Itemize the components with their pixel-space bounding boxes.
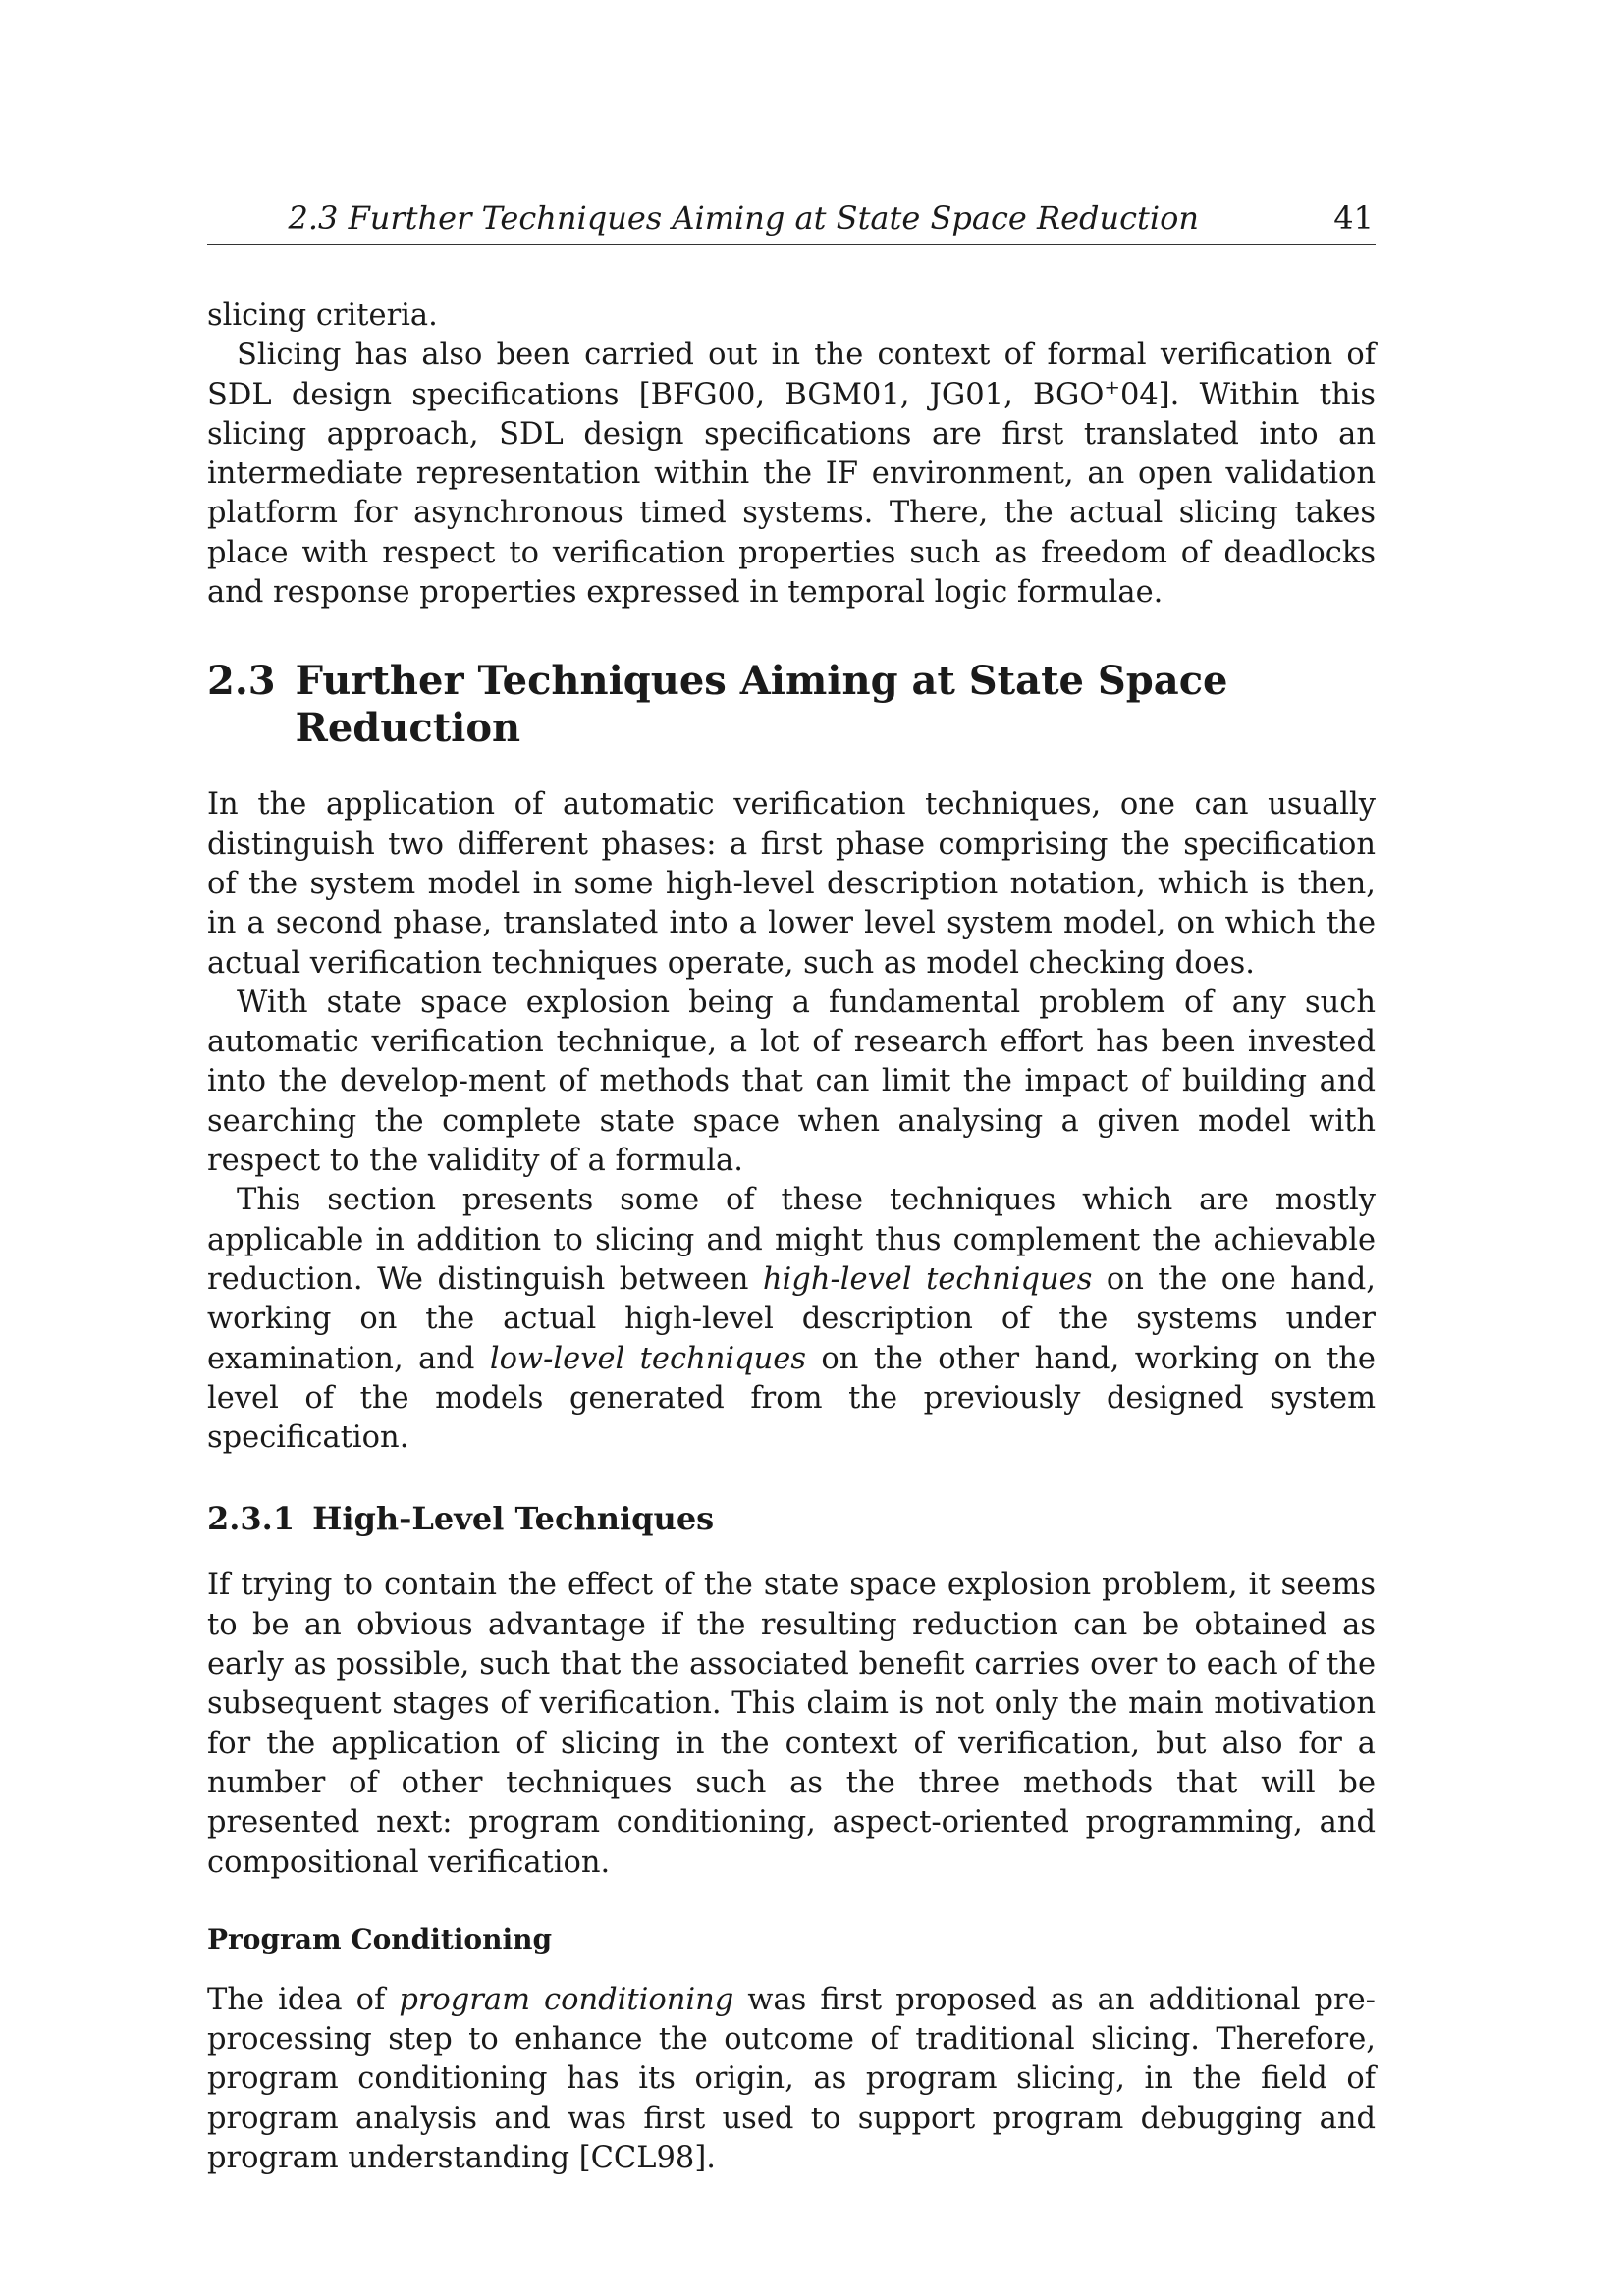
emphasis-program-conditioning: program conditioning [399, 1982, 734, 2017]
paragraph-sdl-slicing [207, 336, 1376, 613]
subsection-number: 2.3.1 [207, 1500, 296, 1538]
paragraph-heading: Program Conditioning [207, 1922, 553, 1955]
paragraph-text: With state space explosion being a fundamental problem of any such automatic verification technique, a lot of research effort has been invested into the develop-ment of methods that can limit the impact of building and searching the complete state space when analysing a given model with respect to the validity of a formula. [207, 985, 1376, 1179]
paragraph-text: 04]. Within this slicing approach, SDL design specifications are first translated into an intermediate representation within the IF environment, an open validation platform for asynchronous timed systems. There, the actual slicing takes place with respect to verification properties such as freedom of deadlocks and response properties expressed in temporal logic formulae. [207, 377, 1376, 611]
paragraph-text: In the application of automatic verification techniques, one can usually distinguish two different phases: a first phase comprising the specification of the system model in some high-level description notation, which is then, in a second phase, translated into a lower level system model, on which the actual verification techniques operate, such as model checking does. [207, 787, 1376, 981]
paragraph-text: The idea of [207, 1982, 400, 2017]
running-title: 2.3 Further Techniques Aiming at State Space Reduction [288, 199, 1199, 237]
page-number: 41 [1333, 199, 1374, 237]
paragraph-state-space-explosion [207, 984, 1376, 1181]
emphasis-low-level: low-level techniques [489, 1341, 806, 1376]
section-number: 2.3 [207, 658, 276, 705]
paragraph-text: on the other hand, working on the level of the models generated from the previously designed system specification. [207, 1341, 1376, 1456]
paragraph-text: was first proposed as an additional pre-processing step to enhance the outcome of traditional slicing. Therefore, program conditioning has its origin, as program slicing, in the field of program analysis and was first used to support program debugging and program understanding [CCL98]. [207, 1982, 1376, 2175]
paragraph-high-level-techniques [207, 1566, 1376, 1882]
subsection-title: High-Level Techniques [312, 1500, 715, 1538]
paragraph-verification-phases [207, 785, 1376, 983]
paragraph-text: slicing criteria. [207, 298, 438, 333]
citation-superscript: + [1104, 375, 1120, 399]
running-header [207, 191, 1376, 245]
emphasis-high-level: high-level techniques [762, 1261, 1093, 1297]
paragraph-continuation [207, 296, 1376, 336]
subsection-heading [207, 1499, 1376, 1538]
page [207, 191, 1376, 2178]
section-heading [207, 658, 1376, 752]
paragraph-text: Slicing has also been carried out in the context of formal verification of SDL design specifications [BFG00, BGM01, JG01, BGO [207, 338, 1376, 412]
paragraph-section-overview [207, 1181, 1376, 1458]
paragraph-text: on the one hand, working on the actual high-level description of the systems under examination, and [207, 1261, 1376, 1376]
section-title: Further Techniques Aiming at State Space Reduction [295, 658, 1228, 752]
paragraph-text: This section presents some of these techniques which are mostly applicable in addition to slicing and might thus complement the achievable reduction. We distinguish between [207, 1183, 1376, 1297]
paragraph-program-conditioning [207, 1981, 1376, 2178]
paragraph-text: If trying to contain the effect of the state space explosion problem, it seems to be an obvious advantage if the resulting reduction can be obtained as early as possible, such that the associated benefit carries over to each of the subsequent stages of verification. This claim is not only the main motivation for the application of slicing in the context of verification, but also for a number of other techniques such as the three methods that will be presented next: program conditioning, aspect-oriented programming, and compositional verification. [207, 1568, 1376, 1880]
